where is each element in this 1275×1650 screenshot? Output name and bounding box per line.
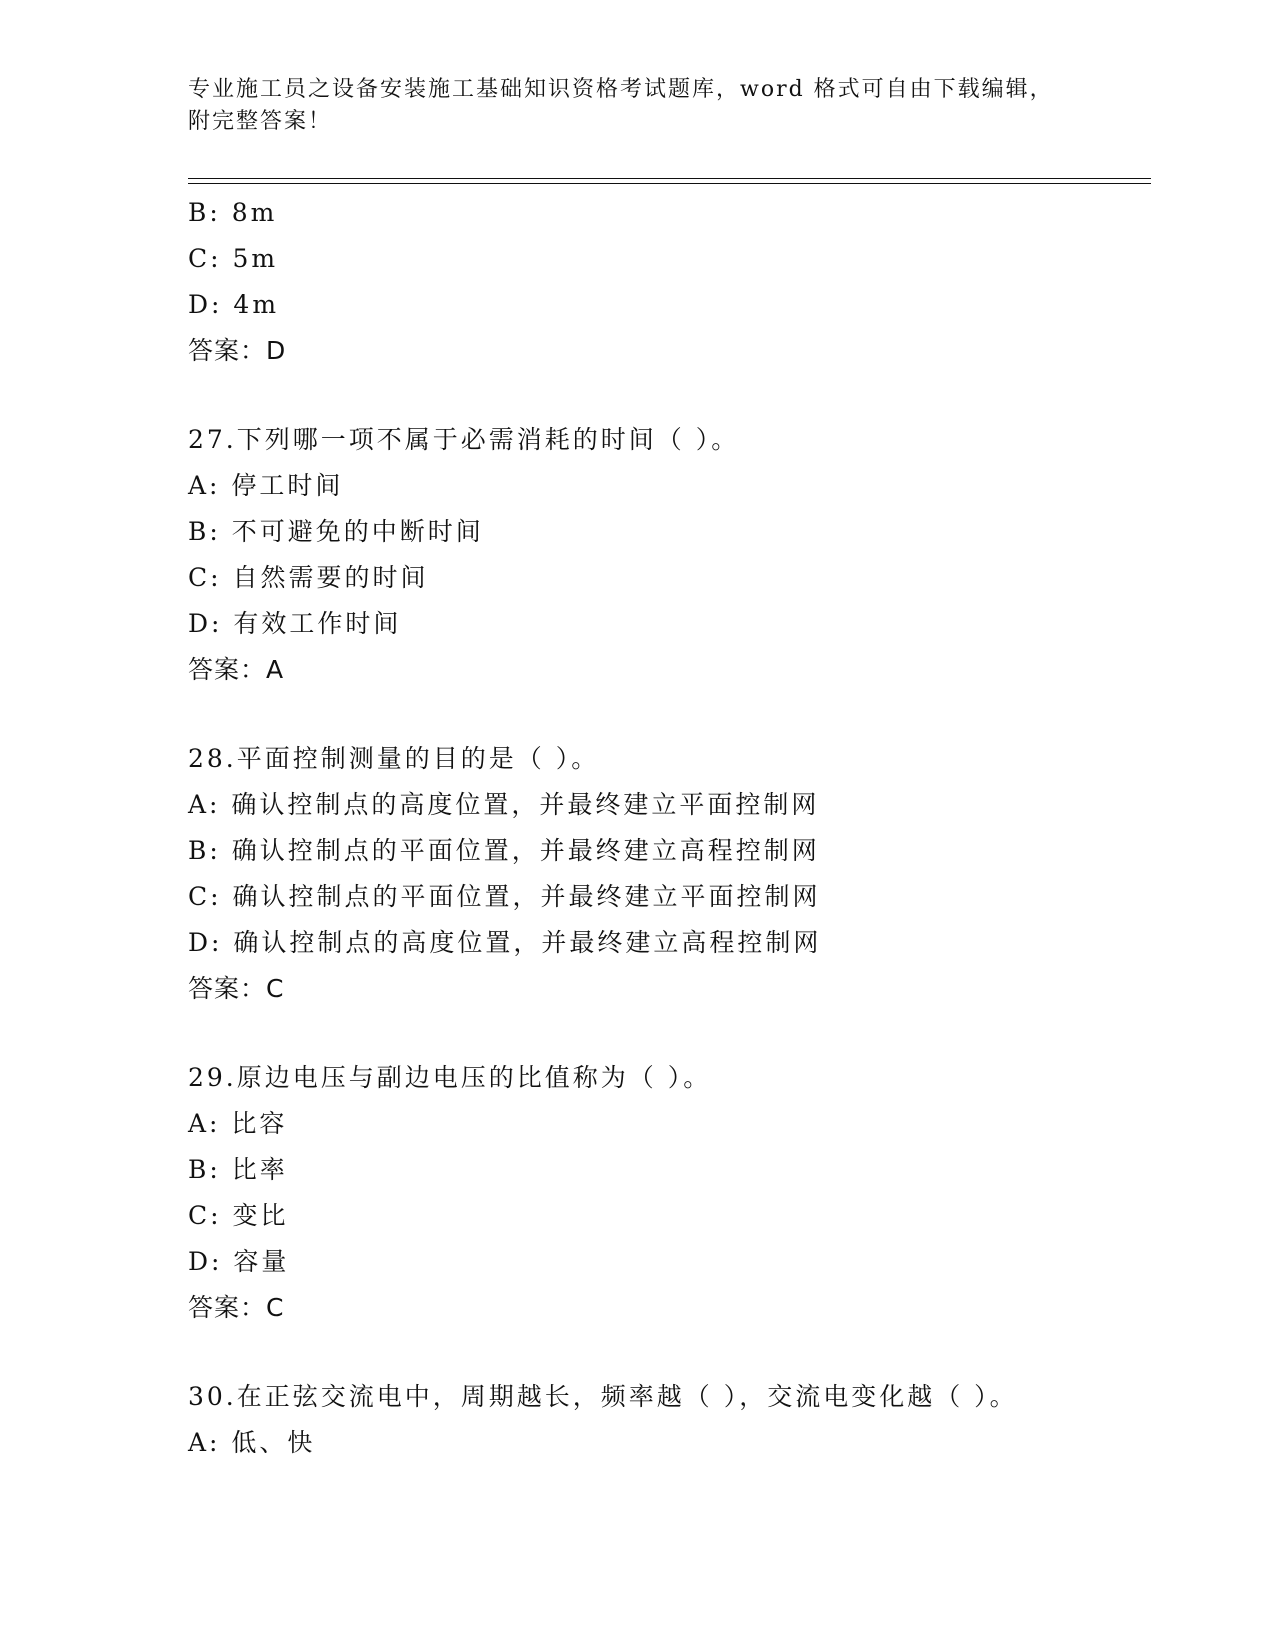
spacer [188, 1331, 1148, 1374]
option-b: B: 8m [188, 198, 278, 227]
answer: 答案：C [188, 1293, 285, 1322]
option-d: D: 4m [188, 290, 280, 319]
question-stem: 30.在正弦交流电中，周期越长，频率越（ ），交流电变化越（ ）。 [188, 1382, 1018, 1411]
question-27 [188, 417, 1148, 693]
spacer [188, 693, 1148, 736]
spacer [188, 374, 1148, 417]
answer: 答案：D [188, 336, 287, 365]
question-28 [188, 736, 1148, 1012]
question-26 [188, 190, 1148, 374]
option-d: D: 确认控制点的高度位置，并最终建立高程控制网 [188, 928, 822, 957]
option-c: C: 5m [188, 244, 279, 273]
question-stem: 27.下列哪一项不属于必需消耗的时间（ ）。 [188, 425, 740, 454]
header-rule-bottom [188, 183, 1151, 184]
option-a: A: 比容 [188, 1109, 288, 1138]
header-rule-top [188, 178, 1151, 179]
header-line-2: 附完整答案！ [188, 109, 333, 134]
question-29 [188, 1055, 1148, 1331]
answer: 答案：C [188, 974, 285, 1003]
option-a: A: 停工时间 [188, 471, 344, 500]
option-d: D: 有效工作时间 [188, 609, 402, 638]
option-b: B: 确认控制点的平面位置，并最终建立高程控制网 [188, 836, 820, 865]
option-b: B: 比率 [188, 1155, 288, 1184]
option-c: C: 确认控制点的平面位置，并最终建立平面控制网 [188, 882, 821, 911]
spacer [188, 1012, 1148, 1055]
option-b: B: 不可避免的中断时间 [188, 517, 484, 546]
option-a: A: 确认控制点的高度位置，并最终建立平面控制网 [188, 790, 820, 819]
question-stem: 29.原边电压与副边电压的比值称为（ ）。 [188, 1063, 712, 1092]
question-stem: 28.平面控制测量的目的是（ ）。 [188, 744, 600, 773]
option-c: C: 变比 [188, 1201, 289, 1230]
answer: 答案：A [188, 655, 285, 684]
question-30 [188, 1374, 1148, 1466]
header-line-1: 专业施工员之设备安装施工基础知识资格考试题库，word 格式可自由下载编辑， [188, 77, 1054, 102]
option-c: C: 自然需要的时间 [188, 563, 429, 592]
question-list [188, 190, 1148, 1466]
document-header [188, 74, 1068, 138]
option-a: A: 低、快 [188, 1428, 316, 1457]
option-d: D: 容量 [188, 1247, 290, 1276]
